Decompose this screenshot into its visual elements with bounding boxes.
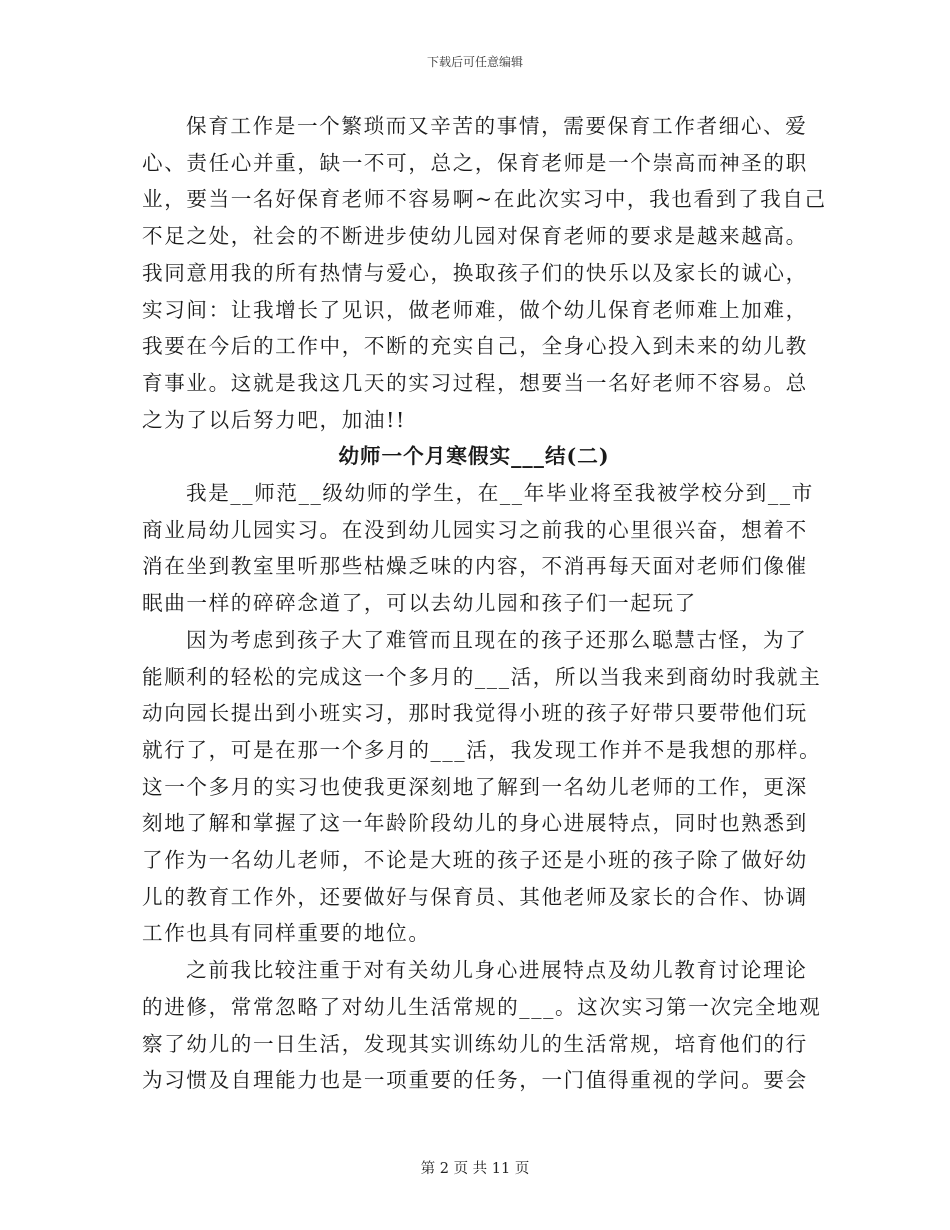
- text-line: 心、责任心并重，缺一不可，总之，保育老师是一个崇高而神圣的职: [142, 150, 808, 175]
- page-number: 第 2 页 共 11 页: [420, 1161, 530, 1177]
- text-line: 动向园长提出到小班实习，那时我觉得小班的孩子好带只要带他们玩: [142, 701, 808, 726]
- text-line: 了作为一名幼儿老师，不论是大班的孩子还是小班的孩子除了做好幼: [142, 848, 808, 873]
- text-line: 保育工作是一个繁琐而又辛苦的事情，需要保育工作者细心、爱: [186, 114, 808, 138]
- text-line: 儿的教育工作外，还要做好与保育员、其他老师及家长的合作、协调: [142, 884, 808, 909]
- paragraph: [142, 622, 822, 952]
- document-body: [142, 108, 827, 1099]
- text-line: 这一个多月的实习也使我更深刻地了解到一名幼儿老师的工作，更深: [142, 774, 808, 799]
- text-line: 之为了以后努力吧，加油!!: [142, 407, 406, 432]
- paragraph: [142, 475, 814, 622]
- text-line: 商业局幼儿园实习。在没到幼儿园实习之前我的心里很兴奋，想着不: [142, 517, 808, 542]
- text-line: 为习惯及自理能力也是一项重要的任务，一门值得重视的学问。要会: [142, 1068, 808, 1093]
- text-line: 不足之处，社会的不断进步使幼儿园对保育老师的要求是越来越高。: [142, 224, 808, 249]
- text-line: 我同意用我的所有热情与爱心，换取孩子们的快乐以及家长的诚心，: [142, 260, 808, 285]
- paragraph: [142, 952, 822, 1099]
- text-line: 消在坐到教室里听那些枯燥乏味的内容，不消再每天面对老师们像催: [142, 554, 808, 579]
- text-line: 业，要当一名好保育老师不容易啊~在此次实习中，我也看到了我自己: [142, 187, 827, 212]
- section-title: 幼师一个月寒假实___结(二): [338, 444, 610, 469]
- text-line: 我是__师范__级幼师的学生，在__年毕业将至我被学校分到__市: [186, 481, 814, 506]
- section-two-body: [142, 475, 822, 1099]
- text-line: 我要在今后的工作中，不断的充实自己，全身心投入到未来的幼儿教: [142, 334, 808, 359]
- text-line: 因为考虑到孩子大了难管而且现在的孩子还那么聪慧古怪，为了: [186, 627, 808, 652]
- text-line: 察了幼儿的一日生活，发现其实训练幼儿的生活常规，培育他们的行: [142, 1031, 808, 1056]
- text-line: 工作也具有同样重要的地位。: [142, 921, 431, 946]
- text-line: 育事业。这就是我这几天的实习过程，想要当一名好老师不容易。总: [142, 370, 808, 395]
- text-line: 眠曲一样的碎碎念道了，可以去幼儿园和孩子们一起玩了: [142, 591, 697, 616]
- text-line: 的进修，常常忽略了对幼儿生活常规的___。这次实习第一次完全地观: [142, 994, 822, 1019]
- header-note: 下载后可任意编辑: [426, 55, 523, 69]
- paragraph-intro: [142, 108, 827, 438]
- text-line: 之前我比较注重于对有关幼儿身心进展特点及幼儿教育讨论理论: [186, 958, 808, 983]
- text-line: 能顺利的轻松的完成这一个多月的___活，所以当我来到商幼时我就主: [142, 664, 822, 689]
- text-line: 刻地了解和掌握了这一年龄阶段幼儿的身心进展特点，同时也熟悉到: [142, 811, 808, 836]
- text-line: 实习间：让我增长了见识，做老师难，做个幼儿保育老师难上加难，: [142, 297, 808, 322]
- text-line: 就行了，可是在那一个多月的___活，我发现工作并不是我想的那样。: [142, 737, 822, 762]
